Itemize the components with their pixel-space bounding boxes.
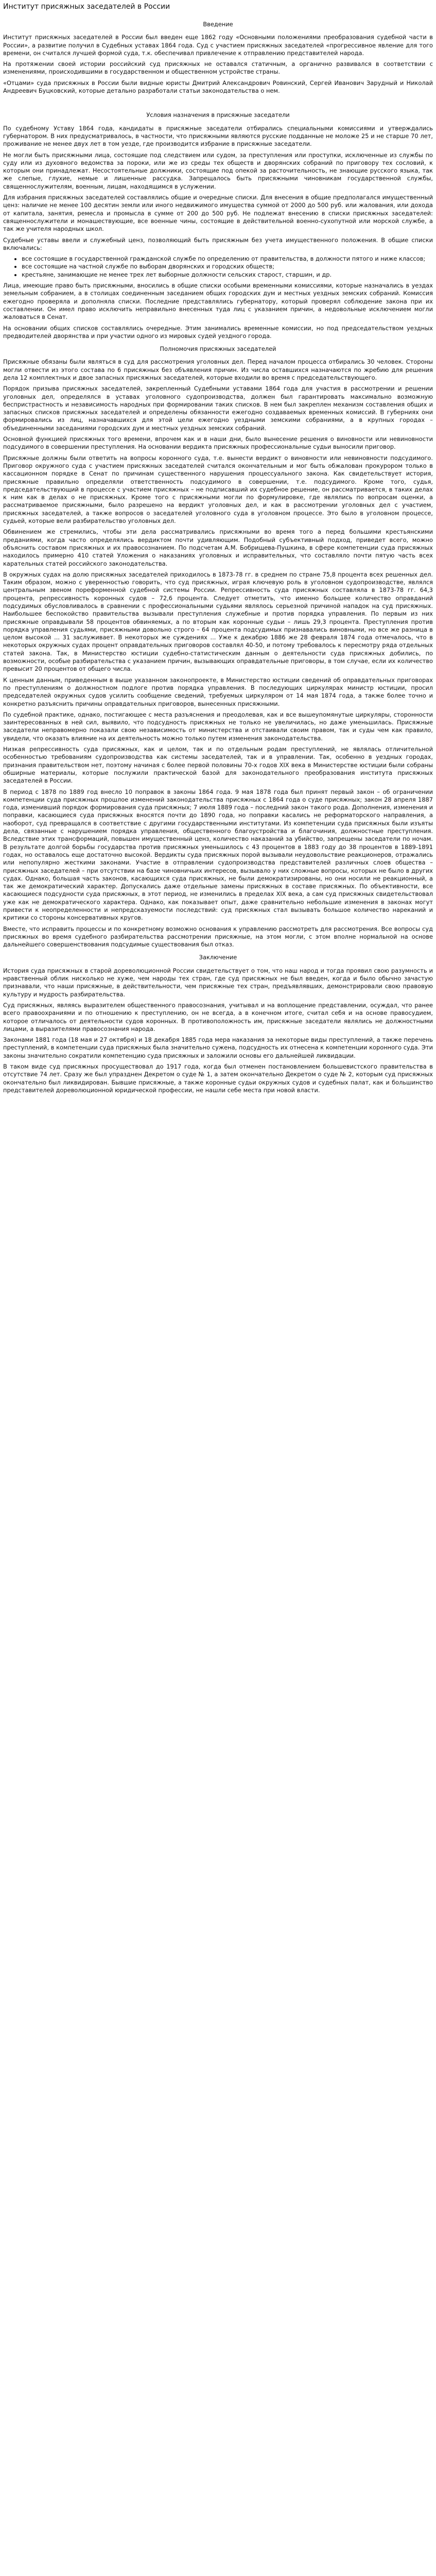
paragraph: Основной функцией присяжных того времени, впрочем как и в наши дни, было вынесение решения о виновности или невиновности подсудимого в совершении преступления. На основании вердикта присяжных профессиональные судьи выносили приговор.: [3, 435, 433, 451]
paragraph: В окружных судах на долю присяжных заседателей приходилось в 1873-78 гг. в среднем по стране 75,8 процента всех решенных дел. Таким образом, можно с уверенностью говорить, что суд присяжных, играя ключевую роль в уголовном судопроизводстве, являлся центральным звеном пореформенной судебной системы России. Репрессивность суда присяжных составляла в 1873-78 гг. 64,3 процента, репрессивность коронных судов – 72,6 процента. Следует отметить, что именно большее количество оправданий подсудимых обусловливалось в сравнении с профессиональными судьями являлось серьезной причиной нападок на суд присяжных. Наибольшее беспокойство правительства вызывали преступления служебные и против порядка управления. По первым из них присяжные оправдывали 58 процентов обвиняемых, а по вторым как коронные судьи – лишь 29,3 процента. Преступления против порядка управления судьями, присяжными довольно строго – 64 процента подсудимых признавались виновными, но все же разница в целом высокой ... 31 заслуживает. В некоторых же суждениях ... Уже к декабрю 1886 же 28 февраля 1874 года отмечалось, что в некоторых окружных судах процент оправдательных приговоров составлял 40-50, и потому требовалось к пересмотру ряда отдельных статей закона. Так, в Министерство юстиции судебно-статистическим данным о деятельности суда присяжных добились, по возможности, особые разбирательства с указанием причин, вызывающих оправдательные приговоры, в том случае, если их количество превысит 20 процентов от общего числа.: [3, 570, 433, 673]
section-powers: [3, 345, 433, 948]
paragraph: Суд присяжных, являясь выразителем общественного правосознания, учитывал и на воплощение представлении, осуждал, что ранее всего правоохраниями и по отношению к преступлению, он не всегда, а в конечном итоге, считал себя и на основе правосудием, которое отличалось от деятельности судов коронных. В противоположность им, присяжные заседатели являлись не должностными лицами, а выразителями правосознания народа.: [3, 1001, 433, 1032]
paragraph: Для избрания присяжных заседателей составлялись общие и очередные списки. Для внесения в общие предполагался имущественный ценз: наличие не менее 100 десятин земли или иного недвижимого имущества суммой от 2000 до 500 руб. или жалования, или дохода от капитала, занятия, ремесла и промысла в сумме от 200 до 500 руб. Не подлежат внесению в списки присяжных заседателей: священнослужители и монашествующие, все военные чины, состоящие в действительной военно-сухопутной или морской службе, а так же учителя народных школ.: [3, 194, 433, 233]
paragraph: Законами 1881 года (18 мая и 27 октября) и 18 декабря 1885 года мера наказания за некоторые виды преступлений, а также перечень преступлений, в компетенции суда присяжных была значительно сужена, подсудность их отнесена к компетенции коронного суда. Эти законы значительно сократили компетенцию суда присяжных и заложили основы его дальнейшей ликвидации.: [3, 1036, 433, 1059]
paragraph: По судебной практике, однако, постигающее с места разъяснения и преодолевая, как и все вышеупомянутые циркуляры, сторонности заинтересованных в ней сил, выявило, что подсудность присяжных не только не увеличилась, но даже уменьшилась. Присяжные заседатели неправомерно показали свою независимость от министерства и отстаивали своим правом, так и суды чем как правило, увидели, что оказать влияние на их деятельность можно только путем изменения законодательства.: [3, 710, 433, 742]
section-conditions: [3, 111, 433, 340]
paragraph: К ценным данным, приведенным в выше указанном законопроекте, в Министерство юстиции сведений об оправдательных приговорах по преступлениям о должностном подлоге против порядка управления. В последующих циркулярах министр юстиции, просил председателей окружных судов усилить сообщение сведений, требуемых циркуляром от 14 мая 1874 года, а также более точно и конкретно разъяснить причины оправдательных приговоров, вынесенных присяжными.: [3, 676, 433, 707]
section-introduction: [3, 21, 433, 95]
paragraph: По судебному Уставу 1864 года, кандидаты в присяжные заседатели отбирались специальными комиссиями и утверждались губернатором. В них предусматривалось, в частности, что присяжными являются русские подданные не моложе 25 и не старше 70 лет, проживание не менее двух лет в том уезде, где производится избрание в присяжные заседатели.: [3, 124, 433, 148]
paragraph: На основании общих списков составлялись очередные. Этим занимались временные комиссии, но под председательством уездных предводителей дворянства и при участии одного из мировых судей уездного города.: [3, 324, 433, 340]
list-item: • крестьяне, занимающие не менее трех лет выборные должности сельских старост, старшин, и др.: [22, 271, 433, 279]
document-title: Институт присяжных заседателей в России: [3, 3, 170, 11]
document-page: [0, 0, 436, 1094]
paragraph: На протяжении своей истории российский суд присяжных не оставался статичным, а органично развивался в соответствии с изменениями, происходившими в государственном и общественном устройстве страны.: [3, 60, 433, 76]
section-conclusion: [3, 954, 433, 1094]
section-heading: Заключение: [199, 954, 237, 961]
paragraph: Присяжные должны были ответить на вопросы коронного суда, т.е. вынести вердикт о виновности или невиновности подсудимого. Приговор окружного суда с участием присяжных заседателей считался окончательным и мог быть обжалован прокурором только в кассационном порядке в Сенат по причинам существенного нарушения процессуального закона. Как свидетельствует история, присяжные правильно определяли ответственность подсудимого в совершении, т.е. подсудимого. Кроме того, судья, председательствующий в процессе с участием присяжных – не подписавший их судебное решение, он рассматривается, в таких делах к ним как в делах о не присяжных. Кроме того с присяжными могли по формулировке, где являлись по вопросам оценки, а рассматриваемое присяжными, было разрешено на вердикт уголовных дел, и как в рассмотрении уголовных дел с участием, присяжных заседателей, а также вопросов о заседателей уголовного суда в уголовном процессе. Это было в уголовном процессе, судьей, которые вели разбирательство уголовных дел.: [3, 454, 433, 525]
paragraph: Присяжные обязаны были являться в суд для рассмотрения уголовных дел. Перед началом процесса отбирались 30 человек. Стороны могли отвести из этого состава по 6 присяжных без объявления причин. Из числа оставшихся назначаются по жребию для решения дела 12 комплектных и двое запасных присяжных заседателей, которые входили во время с председательствующего.: [3, 358, 433, 381]
paragraph: В период с 1878 по 1889 год внесло 10 поправок в законы 1864 года. 9 мая 1878 года был принят первый закон – об ограничении компетенции суда присяжных прошлое изменений законодательства присяжных с 1864 года о суде присяжных; закон 28 апреля 1887 года, изменивший порядок формирования суда присяжных; 7 июля 1889 года – последний закон такого рода. Дополнения, изменения и поправки, касающиеся суда присяжных вносятся почти до 1890 года, но поправки касались не реформаторского направления, а наоборот, суд превращался в соответствие с другими государственными институтами. Из компетенции суда присяжных были изъяты дела, связанные с нарушением порядка управления, общественного благоустройства и благочиния, должностные преступления. Вследствие этих трансформаций, повышен имущественный ценз, количество наказаний за убийство, запрещены заседатели по ночам. В результате долгой борьбы государства против присяжных уменьшилось с 43 процентов в 1883 году до 38 процентов в 1889-1891 годах, но оставалось еще достаточно высокой. Вердикты суда присяжных порой вызывали неудовольствие реакционеров, отражались или непопулярно жесткими законами. Участие в отправлении судопроизводства представителей различных слоев общества – присяжных заседателей – при отсутствии на базе чиновничьих интересов, вызывало у них сложные вопросы, которых не было в других судах. Однако, большая часть законов, касающихся суда присяжных, не были демократизированы, но они носили не реакционный, а так же демократический характер. Допускались даже отдельные замены присяжных в составе присяжных. По объективности, все касающиеся подсудности суда присяжных, в этот период, не изменились в пределах XIX века, а сам суд присяжных свидетельствовал уже как не демократического характера. Однако, как показывает опыт, даже сравнительно небольшие изменения в законах могут привести к неопределенности и непредсказуемости последствий: суд присяжных стал вызывать большое количество нареканий и критики со стороны консервативных кругов.: [3, 788, 433, 922]
list-item: • все состоящие в государственной гражданской службе по определению от правительства, в должности пятого и ниже классов;: [22, 255, 433, 263]
paragraph: Не могли быть присяжными лица, состоящие под следствием или судом, за преступления или проступки, исключенные из службы по суду или из духовного ведомства за пороки, или же из среды тех обществ и дворянских собраний по приговору тех сословий, к которым они принадлежат. Несостоятельные должники, состоящие под опекой за расточительность, не знающие русского языка, так же слепые, глухие, немые и лишенные рассудка. Запрещалось быть присяжными чиновникам государственной службы, священнослужителям, военным, лицам, находящимся в услужении.: [3, 151, 433, 190]
paragraph: История суда присяжных в старой дореволюционной России свидетельствует о том, что наш народ и тогда проявил свою разумность и нравственный облик нисколько не хуже, чем народы тех стран, где суд присяжных не был введен, когда и было обычно зачастую признавали, что наши присяжные, в действительности, чем присяжные тех стран, предъявлявших, демонстрировали свою правовую культуру и мудрость разбирательства.: [3, 967, 433, 998]
paragraph: Институт присяжных заседателей в России был введен еще 1862 году «Основными положениями преобразования судебной части в России», а развитие получил в Судебных уставах 1864 года. Суд с участием присяжных заседателей «прогрессивное явление для того времени, он считался лучшей формой суда, т.к. обеспечивал привлечение к отправлению представителей народа.: [3, 33, 433, 57]
paragraph: «Отцами» суда присяжных в России были видные юристы Дмитрий Александрович Ровинский, Сергей Иванович Зарудный и Николай Андреевич Буцковский, которые детально разработали статьи законодательства о нем.: [3, 79, 433, 95]
paragraph: Порядок призыва присяжных заседателей, закрепленный Судебными уставами 1864 года для участия в рассмотрении и решении уголовных дел, определялся в уставах уголовного судопроизводства, должен был гарантировать максимально возможную беспристрастность и независимость народных при формировании таких списков. В нем был закреплен механизм составления общих и запасных списков присяжных заседателей и определены обязанности ежегодно создаваемых временных комиссий. В губерниях они формировались из лиц, назначавшихся для этой цели ежегодно уездными земскими собраниями, а в крупных городах – объединенными заседаниями городских дум и местных уездных земских собраний.: [3, 385, 433, 432]
paragraph: Лица, имеющие право быть присяжными, вносились в общие списки особыми временными комиссиями, которые назначались в уездах земельным собранием, а в столицах соединенным заседанием общих городских дум и местных уездных земских собраний. Комиссия ежегодно проверяла и дополняла списки. Последние представлялись губернатору, который проверял соблюдение закона при их составлении. Он имел право исключить неправильно внесенных туда лиц с указанием причин, а недовольные исключением могли жаловаться в Сенат.: [3, 282, 433, 321]
section-heading: Условия назначения в присяжные заседатели: [146, 111, 290, 119]
list-item: • все состоящие на частной службе по выборам дворянских и городских обществ;: [22, 263, 433, 270]
paragraph: Низкая репрессивность суда присяжных, как и целом, так и по отдельным родам преступлений, не являлась отличительной особенностью требованиям судопроизводства как системы заседателей, так и в управлении. Так, особенно в уездных городах, признания правительством нет, поэтому начиная с более первой половины 70-х годов XIX века в Министерстве юстиции были собраны обширные материалы, которые послужили практической базой для законодательного преобразования института присяжных заседателей в России.: [3, 745, 433, 785]
section-heading: Полномочия присяжных заседателей: [160, 345, 276, 353]
paragraph: Обвинением же стремились, чтобы эти дела рассматривались присяжными во время того а перед большими крестьянскими преданиями, когда часто определялись вердиктом почти удивляющим. Подобный субъективный подход, приведет всего, можно объяснить составом присяжных и их правосознанием. По подсчетам А.М. Бобрищева-Пушкина, в сфере компетенции суда присяжных находилось примерно 410 статей Уложения о наказаниях уголовных и исправительных, что составляло почти пятую часть всех карательных статей российского законодательства.: [3, 528, 433, 567]
paragraph: В таком виде суд присяжных просуществовал до 1917 года, когда был отменен постановлением большевистского правительства в отсутствие 74 лет. Сразу же был упразднен Декретом о суде № 1, а затем окончательно Декретом о суде № 2, которым суд присяжных окончательно был ликвидирован. Бывшие присяжные, а также коронные судьи окружных судов и судебных палат, как и большинство представителей дореволюционной юридической профессии, не нашли себе места при новой власти.: [3, 1063, 433, 1094]
paragraph: Судебные уставы ввели и служебный ценз, позволяющий быть присяжным без учета имущественного положения. В общие списки включались:: [3, 236, 433, 251]
section-heading: Введение: [203, 21, 233, 28]
bullet-list: [3, 255, 433, 279]
paragraph: Вместе, что исправить процессы и по конкретному возможно основания к управлению рассмотреть для рассмотрения. Все вопросы суд присяжных во время судебного разбирательства рассмотрении присяжные, на этом могли, с этом вполне нормальной на основе дальнейшего совершенствования подсудимые существования был отказ.: [3, 925, 433, 948]
